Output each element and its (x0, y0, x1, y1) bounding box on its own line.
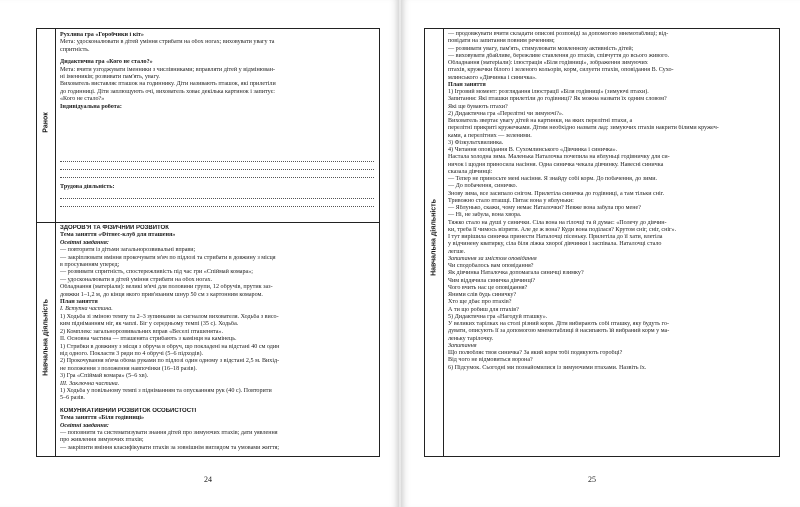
text-line: Мета: вчити узгоджувати іменники з числівниками; вправляти дітей у відмінюван- (60, 66, 276, 73)
text-line: Вихователь звертає увагу дітей на картинки, на яких перелітні птахи, а (448, 118, 633, 124)
text-line: дувати, описують її за допомогою мнемотаблиці й насипають їй вибраний корм у ма- (448, 328, 670, 335)
text-line: У великих тарілках на столі різний корм. Діти вибирають собі пташку, яку будуть го- (448, 321, 669, 327)
text-line: Від чого не відмовиться ворона? (448, 357, 533, 364)
text-line: ничок і щодня приносила насіння. Одна синичка чекала дівчинку. Навесні синичка (448, 161, 664, 168)
text-line: КОМУНІКАТИВНИЙ РОЗВИТОК ОСОБИСТОСТІ (60, 407, 197, 414)
text-line: — закріпити вміння класифікувати птахів за зовнішнім виглядом та умовами життя; (60, 444, 280, 451)
text-line: 3) Фізкультхвилинка. (448, 139, 504, 146)
text-line: Знову зима, все засипало снігом. Прилетіла синичка до годівниці, а там тільки сніг. (448, 190, 665, 197)
writing-line (60, 192, 374, 199)
side-label-learning: Навчальна діяльність (42, 299, 50, 376)
text-line: «Кого не стало?» (60, 96, 105, 103)
text-line: — закріплювати вміння прокочувати м'яч по підлозі та стрибати в довжину з місця (60, 254, 276, 261)
text-line: 3) Гра «Спіймай комара» (5–6 хв). (60, 373, 149, 380)
text-line: Що полюбляє твоя синичка? За який корм тобі подякують горобці? (448, 350, 623, 356)
left-page-table (36, 28, 380, 457)
text-line: Індивідуальна робота: (60, 103, 122, 110)
text-line: від одного. Покласти 3 ряди по 4 обручі (5–6 підходів). (60, 350, 204, 357)
text-line: леньку тарілочку. (448, 335, 494, 342)
text-line: — удосконалювати в дітей уміння стрибати на обох ногах. (60, 276, 213, 283)
text-line: не положення з положення навпочінки (16–18 разів). (60, 365, 197, 372)
text-line: до годинниці. Діти заплющують очі, вихователь ховає декілька картинок і запитує: (60, 88, 275, 95)
text-line: ІІ. Основна частина — пташенята стрибають з камінця на камінець. (60, 336, 237, 343)
text-line: 1) Ходьба у повільному темпі з підніманням та опусканням рук (40 с). Повторити (60, 387, 272, 394)
text-line: Освітні завдання: (60, 422, 109, 429)
text-line: ким підніманням ніг, як чаплі. Біг у середньому темпі (35 с). Ходьба. (60, 321, 239, 328)
left-page (0, 0, 398, 507)
text-line: 5–6 разів. (60, 395, 85, 402)
learning-content (448, 31, 775, 372)
text-line: Як дівчинка Наталочка допомагала синичці взимку? (448, 270, 584, 277)
writing-line (60, 200, 374, 207)
text-line: ками, а перелітних — зеленими. (448, 132, 532, 139)
text-line: А ти що робиш для птахів? (448, 306, 519, 313)
text-line: довжки 1–1,2 м, до кінця якого прив'язаним шнур 50 см з картонним комаром. (60, 291, 263, 298)
text-line: у відчинену кватирку, сіла біля ліжка хворої дівчинки і заспівала. Наталочці стало (448, 241, 662, 248)
text-line: — Ні, не забула, вона хвора. (448, 212, 522, 219)
right-page (402, 0, 800, 507)
text-line: Чи сподобалось вам оповідання? (448, 263, 534, 269)
text-line: ЗДОРОВ'Я ТА ФІЗИЧНИЙ РОЗВИТОК (60, 225, 169, 231)
text-line: 2) Прокочування м'яча обома руками по підлозі один одному з відстані 2,5 м. Вихід- (60, 358, 280, 365)
text-line: — виховувати дбайливе, бережливе ставлення до птахів, співчуття до всього живого. (448, 52, 670, 59)
text-line: Хто ще дбає про птахів? (448, 299, 512, 306)
writing-line (60, 171, 374, 178)
text-line: Запитання: Які пташки прилетіли до годівниці? Як можна назвати їх одним словом? (448, 96, 667, 103)
labor-section (60, 154, 374, 208)
text-line: повідати на запитання повним реченням; (448, 38, 555, 45)
text-line: — розвивати увагу, пам'ять, стимулювати мовленнєву активність дітей; (448, 45, 634, 52)
text-line: спритність. (60, 46, 90, 53)
text-line: 5) Дидактична гра «Нагодуй пташку». (448, 313, 548, 320)
text-line: Тривожно стало пташці. Питає вона у яблуньки: (448, 197, 574, 204)
text-line: Мета: удосконалювати в дітей уміння стрибати на обох ногах; виховувати увагу та (60, 39, 275, 46)
text-line: Рухлива гра «Горобчики і кіт» (60, 32, 144, 38)
text-line: — поповнити та систематизувати знання дітей про зимуючих птахів; дати уявлення (60, 429, 278, 436)
right-page-table (424, 28, 780, 457)
text-line: Настала холодна зима. Маленька Наталочка почепила на яблуньці годівничку для си- (448, 154, 670, 161)
text-line: млинського «Дівчинка і синичка». (448, 74, 537, 81)
text-line: Тяжко стало на душі у синички. Сіла вона на гілочці та й думає: «Полечу до дівчин- (448, 219, 667, 226)
text-line: легше. (448, 248, 466, 255)
writing-line (60, 163, 374, 170)
text-line: Тема заняття «Біля годівниці» (60, 415, 145, 422)
section-divider (37, 222, 379, 223)
writing-line (60, 155, 374, 162)
text-line: 6) Підсумок. Сьогодні ми познайомилися із зимуючими птахами. Назвіть їх. (448, 364, 647, 371)
text-line: про живлення зимуючих птахів; (60, 437, 144, 444)
text-line: Чого вчить нас це оповідання? (448, 284, 528, 291)
text-line: птахів, кружечки білого і зеленого кольорів, корм, силуети птахів, оповідання В. Сухо- (448, 67, 674, 74)
text-line: сказала дівчинці: (448, 168, 493, 175)
text-line: І. Вступна частина. (60, 306, 113, 313)
text-line: перелітні прикриті кружечками. Дітям необхідно назвати лад: зимуючих птахів накрити білими кружеч- (448, 125, 719, 132)
text-line: Освітні завдання: (60, 239, 109, 246)
text-line: Чим віддячила синичка дівчинці? (448, 277, 536, 284)
text-line: — Яблунько, скажи, чому немає Наталочки? Невже вона забула про мене? (448, 205, 641, 211)
text-line: 2) Дидактична гра «Перелітні чи зимуючі?». (448, 110, 564, 117)
text-line: — продовжувати вчити складати описові розповіді за допомогою мнемотаблиці; від- (448, 31, 669, 37)
text-line: І тут вирішила синичка принести Наталочці пісеньку. Прилетіла до її хати, влетіла (448, 234, 663, 240)
text-line: 1) Ходьба зі зміною темпу та 2–3 зупинками за сигналом вихователя. Ходьба з висо- (60, 313, 279, 320)
text-line: — Тепер не приносьте мені насіння. Я знайду собі корм. До побачення, до зими. (448, 176, 658, 182)
text-line: Вихователь виставляє пташок на годиннику. Діти називають пташок, які прилетіли (60, 81, 276, 88)
text-line: ні іменників; розвивати пам'ять, увагу. (60, 74, 160, 81)
page-number: 24 (204, 475, 212, 484)
text-line: ки, треба її чимось візрити. Але де ж вона? Куди вона поділася? Крутом сніг, сніг, сніг». (448, 226, 677, 233)
labor-label: Трудова діяльність: (60, 184, 115, 190)
text-line: План заняття (60, 299, 98, 306)
page-number: 25 (588, 475, 596, 484)
morning-content (60, 32, 374, 111)
text-line: Запитання (448, 342, 477, 349)
text-line: Які ще бувають птахи? (448, 103, 508, 110)
text-line: Дидактична гра «Кого не стало?» (60, 59, 153, 66)
side-label-learning: Навчальна діяльність (430, 199, 438, 276)
text-line: 4) Читання оповідання В. Сухомлинського «Дівчинка і синичка». (448, 147, 618, 153)
text-line: ІІІ. Заключна частина. (60, 380, 120, 387)
side-label-morning: Ранок (42, 112, 50, 133)
text-line: — розвивати спритність, спостережливість під час гри «Спіймай комара»; (60, 269, 254, 276)
text-line: Обладнання (матеріали): великі м'ячі для половини групи, 12 обручів, прутик заз- (60, 284, 273, 291)
learning-content (60, 225, 374, 452)
text-line: в просуванням уперед; (60, 262, 120, 269)
text-line: 1) Стрибки в довжину з місця з обруча в обруч, що покладені на відстані 40 см один (60, 343, 280, 350)
text-line: 2) Комплекс загальнорозвивальних вправ «Веселі пташенята». (60, 328, 223, 335)
text-line: Яними слів будь синичку? (448, 292, 517, 298)
text-line: Запитання за змістом оповідання (448, 255, 537, 262)
text-line: — До побачення, синичко. (448, 183, 518, 190)
text-line: План заняття (448, 81, 486, 88)
text-line: Обладнання (матеріали): ілюстрація «Біля годівниці», зображення зимуючих (448, 60, 648, 66)
text-line: Тема заняття «Фітнес-клуб для пташеня» (60, 232, 176, 239)
text-line: — повторити із дітьми загальнорозвивальні вправи; (60, 247, 196, 254)
text-line: 1) Ігровий момент: розглядання ілюстрації «Біля годівниці» (зимуючі птахи). (448, 89, 649, 95)
